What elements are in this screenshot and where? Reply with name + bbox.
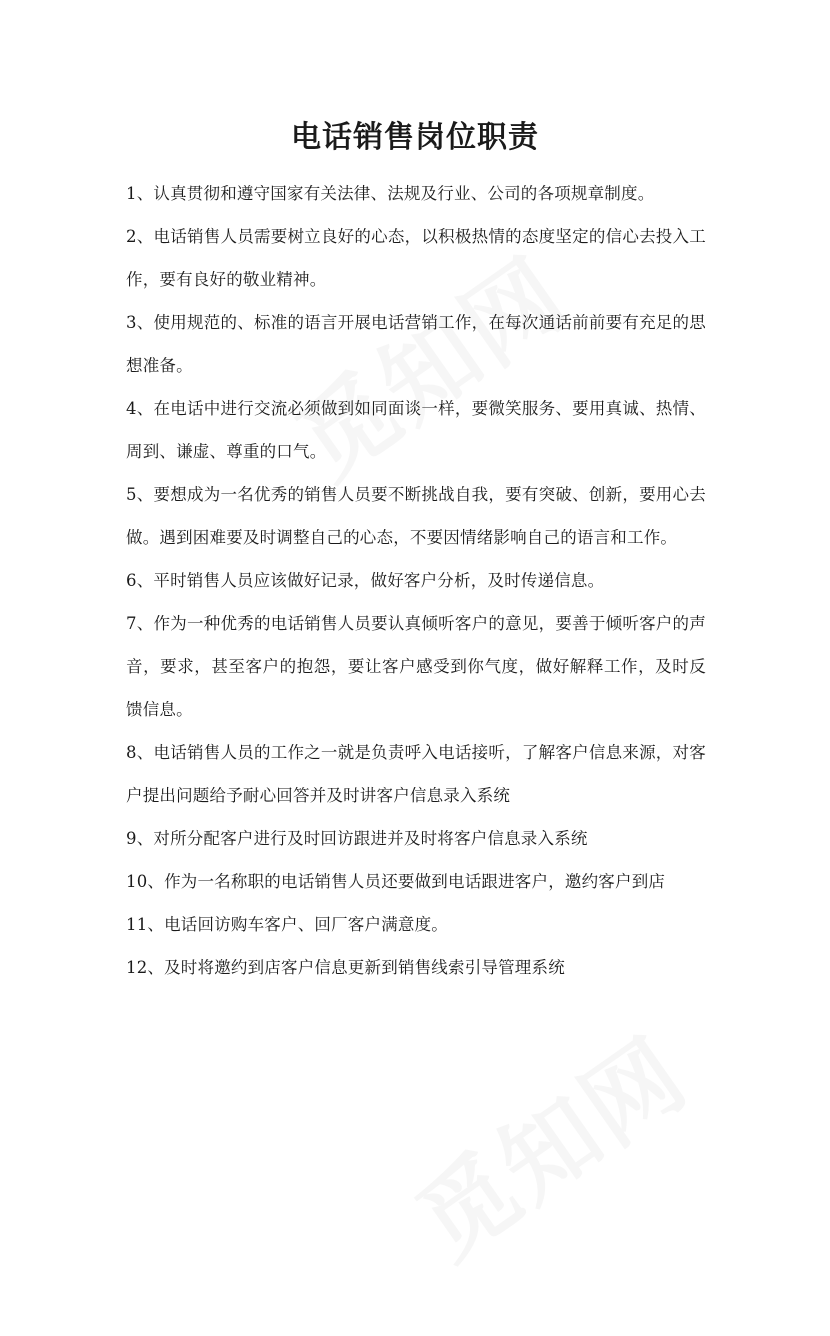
page-title: 电话销售岗位职责 bbox=[291, 120, 539, 155]
duty-item-11: 11、电话回访购车客户、回厂客户满意度。 bbox=[126, 915, 448, 934]
duty-item-9: 9、对所分配客户进行及时回访跟进并及时将客户信息录入系统 bbox=[126, 829, 588, 848]
duty-item-8: 8、电话销售人员的工作之一就是负责呼入电话接听，了解客户信息来源，对客户提出问题给予耐心回答并及时讲客户信息录入系统 bbox=[126, 743, 706, 805]
duty-item-3: 3、使用规范的、标准的语言开展电话营销工作，在每次通话前前要有充足的思想准备。 bbox=[126, 313, 706, 375]
duty-item-1: 1、认真贯彻和遵守国家有关法律、法规及行业、公司的各项规章制度。 bbox=[126, 184, 655, 203]
duty-item-5: 5、要想成为一名优秀的销售人员要不断挑战自我，要有突破、创新，要用心去做。遇到困难要及时调整自己的心态，不要因情绪影响自己的语言和工作。 bbox=[126, 485, 706, 547]
duty-item-4: 4、在电话中进行交流必须做到如同面谈一样，要微笑服务、要用真诚、热情、周到、谦虚、尊重的口气。 bbox=[126, 399, 706, 461]
duty-item-2: 2、电话销售人员需要树立良好的心态，以积极热情的态度坚定的信心去投入工作，要有良好的敬业精神。 bbox=[126, 227, 706, 289]
duty-item-6: 6、平时销售人员应该做好记录，做好客户分析，及时传递信息。 bbox=[126, 571, 605, 590]
duty-item-10: 10、作为一名称职的电话销售人员还要做到电话跟进客户，邀约客户到店 bbox=[126, 872, 666, 891]
watermark-bottom bbox=[386, 1024, 714, 1336]
duty-item-7: 7、作为一种优秀的电话销售人员要认真倾听客户的意见，要善于倾听客户的声音，要求，甚至客户的抱怨，要让客户感受到你气度，做好解释工作，及时反馈信息。 bbox=[126, 614, 706, 719]
duty-list bbox=[126, 172, 706, 989]
duty-item-12: 12、及时将邀约到店客户信息更新到销售线索引导管理系统 bbox=[126, 958, 565, 977]
